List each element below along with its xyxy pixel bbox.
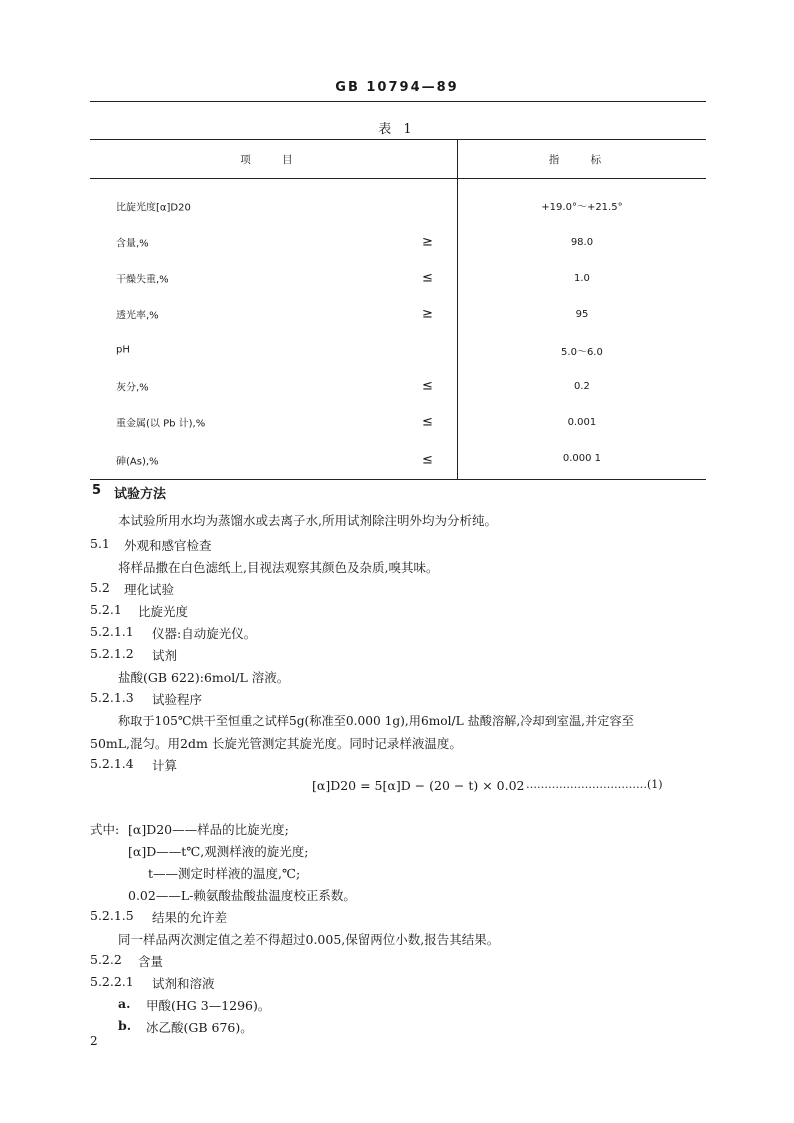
clause-5-1-title: 外观和感官检查 xyxy=(124,538,212,553)
spec-table xyxy=(90,139,706,480)
clause-5-1-text: 将样品撒在白色滤纸上,目视法观察其颜色及杂质,嗅其味。 xyxy=(118,560,439,575)
page-number: 2 xyxy=(90,1034,98,1048)
clause-5-2-1-title: 比旋光度 xyxy=(138,604,189,619)
where-line-1: [α]D20——样品的比旋光度; xyxy=(128,822,289,837)
table-caption: 表 1 xyxy=(378,122,416,137)
clause-5-2-1-3-number: 5.2.1.3 xyxy=(90,690,134,705)
table-row xyxy=(90,368,706,404)
table-row xyxy=(90,440,706,480)
clause-5-2-1-2-text: 盐酸(GB 622):6mol/L 溶液。 xyxy=(118,670,290,685)
row-operator: ≤ xyxy=(422,378,433,394)
row-name: 含量,% xyxy=(116,238,149,250)
row-value: 0.2 xyxy=(574,380,590,392)
where-prefix: 式中: xyxy=(90,822,120,837)
where-line-2: [α]D——t℃,观测样液的旋光度; xyxy=(128,844,309,859)
where-line-4: 0.02——L-赖氨酸盐酸盐温度校正系数。 xyxy=(128,888,356,903)
row-name: pH xyxy=(116,344,130,356)
clause-5-2-1-3-text-line2: 50mL,混匀。用2dm 长旋光管测定其旋光度。同时记录样液温度。 xyxy=(90,736,462,751)
clause-5-2-number: 5.2 xyxy=(90,580,110,595)
row-name: 干燥失重,% xyxy=(116,274,169,286)
list-item-b-label: b. xyxy=(118,1018,132,1033)
row-value: +19.0°～+21.5° xyxy=(541,202,623,213)
formula-1-number: ……………………………(1) xyxy=(526,778,663,791)
clause-5-2-1-4-number: 5.2.1.4 xyxy=(90,756,134,771)
row-name: 重金属(以 Pb 计),% xyxy=(116,418,206,430)
section-5-intro: 本试验所用水均为蒸馏水或去离子水,所用试剂除注明外均为分析纯。 xyxy=(118,513,497,528)
clause-5-2-1-2-number: 5.2.1.2 xyxy=(90,646,134,661)
header-rule xyxy=(90,101,706,102)
list-item-a-label: a. xyxy=(118,996,131,1011)
row-name: 比旋光度[α]D20 xyxy=(116,202,191,213)
row-value: 1.0 xyxy=(574,272,590,284)
row-operator: ≥ xyxy=(422,234,433,250)
clause-5-2-1-number: 5.2.1 xyxy=(90,602,122,617)
table-row xyxy=(90,224,706,260)
list-item-b-text: 冰乙酸(GB 676)。 xyxy=(146,1020,253,1035)
row-value: 0.000 1 xyxy=(457,440,706,480)
section-5-number: 5 xyxy=(92,483,102,498)
clause-5-2-1-1-number: 5.2.1.1 xyxy=(90,624,134,639)
table-row xyxy=(90,404,706,440)
section-5-heading: 试验方法 xyxy=(114,487,167,502)
row-value: 98.0 xyxy=(570,236,594,248)
row-operator: ≤ xyxy=(422,270,433,286)
clause-5-2-title: 理化试验 xyxy=(124,582,175,597)
clause-5-2-1-5-title: 结果的允许差 xyxy=(152,910,228,925)
row-value: 0.001 xyxy=(567,416,597,428)
row-operator: ≤ xyxy=(422,452,433,467)
clause-5-2-1-3-text-line1: 称取于105℃烘干至恒重之试样5g(称准至0.000 1g),用6mol/L 盐酸溶解,冷却到室温,并定容至 xyxy=(118,714,634,728)
table-row xyxy=(90,332,706,368)
where-line-3: t——测定时样液的温度,℃; xyxy=(148,866,301,881)
clause-5-2-2-1-number: 5.2.2.1 xyxy=(90,974,134,989)
clause-5-2-1-4-title: 计算 xyxy=(152,758,178,773)
row-name: 透光率,% xyxy=(116,310,159,322)
formula-1: [α]D20 = 5[α]D − (20 − t) × 0.02 xyxy=(312,778,525,793)
clause-5-2-2-number: 5.2.2 xyxy=(90,952,122,967)
row-value: 95 xyxy=(575,308,589,320)
clause-5-2-1-5-text: 同一样品两次测定值之差不得超过0.005,保留两位小数,报告其结果。 xyxy=(118,932,500,947)
table-row xyxy=(90,296,706,332)
clause-5-1-number: 5.1 xyxy=(90,536,110,551)
table-header-item: 项 目 xyxy=(90,140,457,179)
table-header-value: 指 标 xyxy=(457,140,706,179)
row-name: 砷(As),% xyxy=(116,456,159,467)
list-item-a-text: 甲酸(HG 3—1296)。 xyxy=(146,998,271,1013)
document-header: GB 10794—89 xyxy=(335,80,459,95)
clause-5-2-1-2-title: 试剂 xyxy=(152,648,178,663)
row-operator: ≥ xyxy=(422,306,433,322)
clause-5-2-1-3-title: 试验程序 xyxy=(152,692,203,707)
clause-5-2-1-1-title: 仪器:自动旋光仪。 xyxy=(152,626,257,641)
table-row xyxy=(90,260,706,296)
row-name: 灰分,% xyxy=(116,382,149,394)
row-operator: ≤ xyxy=(422,414,433,430)
table-row xyxy=(90,179,706,225)
clause-5-2-1-5-number: 5.2.1.5 xyxy=(90,908,134,923)
row-value: 5.0～6.0 xyxy=(561,346,603,358)
clause-5-2-2-1-title: 试剂和溶液 xyxy=(152,976,215,991)
clause-5-2-2-title: 含量 xyxy=(138,954,164,969)
